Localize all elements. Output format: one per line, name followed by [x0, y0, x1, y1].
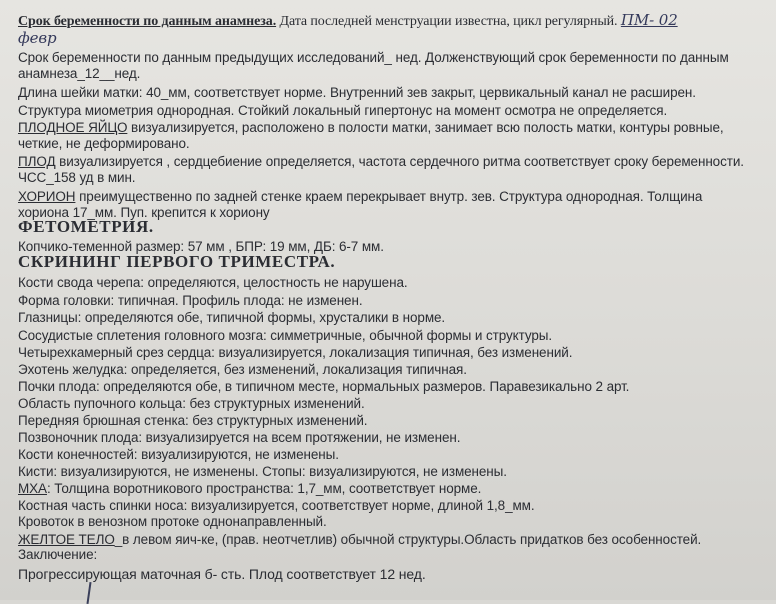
screening-line: Кисти: визуализируются, не изменены. Стопы: визуализируются, не изменены. — [18, 464, 507, 479]
pen-stroke — [86, 582, 91, 604]
nt-heading: МХА — [18, 481, 47, 496]
screening-line: Кости конечностей: визуализируются, не изменены. — [18, 447, 339, 462]
line-anamnesis — [18, 12, 678, 30]
nt-text: : Толщина воротникового пространства: 1,7_мм, соответствует норме. — [46, 481, 482, 496]
screening-line: Эхотень желудка: определяется, без изменений, локализация типичная. — [18, 362, 467, 377]
line-corpus-luteum — [18, 532, 701, 548]
fetus-text: визуализируется , сердцебиение определяется, частота сердечного ритма соответствует сроку беременности. — [55, 154, 744, 169]
fetometry-heading: ФЕТОМЕТРИЯ. — [18, 217, 154, 236]
screening-line: Позвоночник плода: визуализируется на всем протяжении, не изменен. — [18, 430, 461, 445]
ovum-heading: ПЛОДНОЕ ЯЙЦО — [18, 120, 128, 135]
line-previous-term: Срок беременности по данным предыдущих исследований_ нед. Долженствующий срок беременности по данным — [18, 50, 729, 65]
screening-line: Кровоток в венозном протоке однонаправленный. — [18, 514, 327, 529]
chorion-text: преимущественно по задней стенке краем перекрывает внутр. зев. Структура однородная. Толщина — [75, 189, 703, 204]
screening-line: Глазницы: определяются обе, типичной формы, хрусталики в норме. — [18, 310, 446, 325]
line-ovum-cont: четкие, не деформировано. — [18, 136, 190, 151]
handwritten-pm: ПМ- 02 — [620, 11, 678, 29]
line-ovum — [18, 120, 724, 136]
screening-line: Форма головки: типичная. Профиль плода: не изменен. — [18, 293, 363, 308]
handwritten-month: февр — [18, 29, 57, 47]
anamnesis-text: Дата последней менструации известна, цикл регулярный. — [276, 14, 621, 29]
line-chorion — [18, 189, 702, 205]
line-anamnesis-weeks: анамнеза_12__нед. — [18, 66, 141, 81]
screening-line: Почки плода: определяются обе, в типичном месте, нормальных размеров. Паравезикально 2 арт. — [18, 379, 630, 394]
screening-heading: СКРИНИНГ ПЕРВОГО ТРИМЕСТРА. — [18, 252, 336, 271]
conclusion-label: Заключение: — [18, 547, 98, 562]
line-fetometry: Копчико-теменной размер: 57 мм , БПР: 19 мм, ДБ: 6-7 мм. — [18, 239, 384, 254]
ovum-text: визуализируется, расположено в полости матки, занимает всю полость матки, контуры ровные, — [127, 120, 724, 135]
line-fetus — [18, 154, 744, 170]
corpus-luteum-heading: ЖЕЛТОЕ ТЕЛО — [18, 532, 115, 547]
anamnesis-heading: Срок беременности по данным анамнеза. — [18, 14, 277, 29]
line-chorion-cont: хориона 17_мм. Пуп. крепится к хориону — [18, 205, 270, 220]
screening-line: Четырехкамерный срез сердца: визуализируется, локализация типичная, без изменений. — [18, 345, 573, 360]
line-nt — [18, 481, 481, 497]
screening-line: Костная часть спинки носа: визуализируется, соответствует норме, длиной 1,8_мм. — [18, 498, 535, 513]
screening-line: Сосудистые сплетения головного мозга: симметричные, обычной формы и структуры. — [18, 328, 553, 343]
chorion-heading: ХОРИОН — [18, 189, 76, 204]
line-heart-rate: ЧСС_158 уд в мин. — [18, 170, 136, 185]
line-cervix: Длина шейки матки: 40_мм, соответствует норме. Внутренний зев закрыт, цервикальный канал не расширен. — [18, 85, 696, 100]
screening-line: Передняя брюшная стенка: без структурных изменений. — [18, 413, 368, 428]
screening-line: Кости свода черепа: определяются, целостность не нарушена. — [18, 275, 408, 290]
screening-line: Область пупочного кольца: без структурных изменений. — [18, 396, 365, 411]
fetus-heading: ПЛОД — [18, 154, 56, 169]
conclusion-text: Прогрессирующая маточная б- сть. Плод соответствует 12 нед. — [18, 566, 426, 582]
corpus-luteum-text: _в левом яич-ке, (прав. неотчетлив) обычной структуры.Область придатков без особенностей. — [114, 532, 702, 547]
line-myometrium: Структура миометрия однородная. Стойкий локальный гипертонус на момент осмотра не определяется. — [18, 103, 668, 118]
